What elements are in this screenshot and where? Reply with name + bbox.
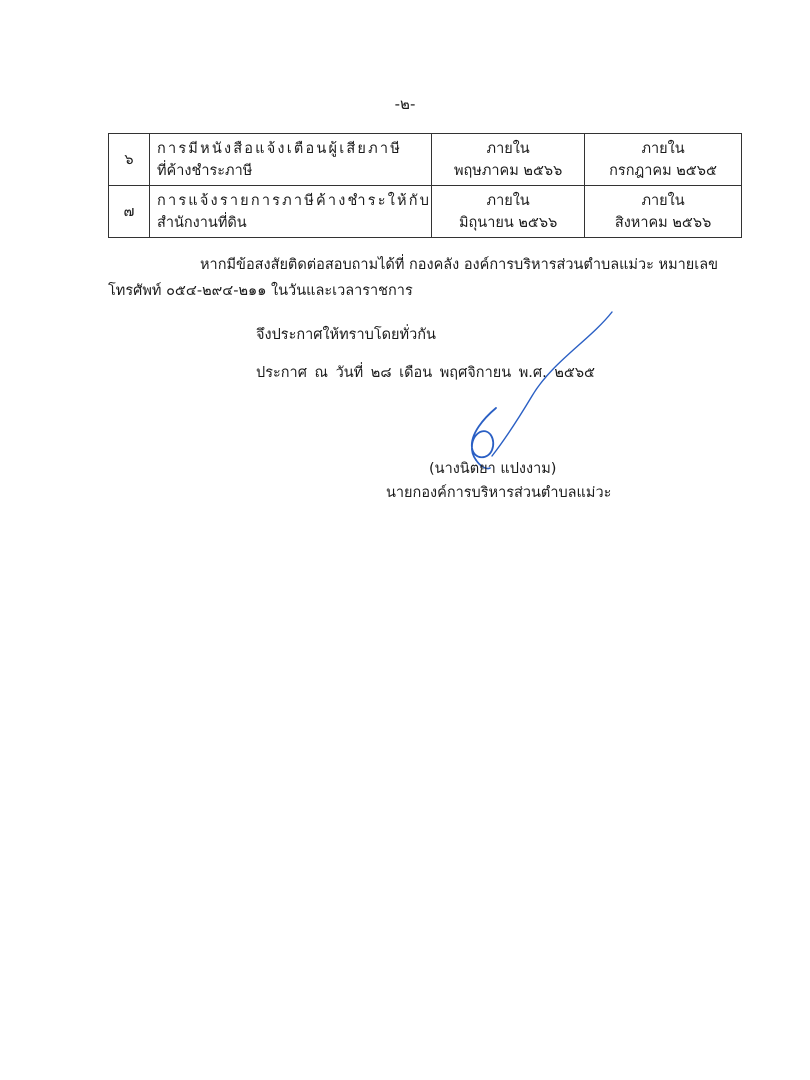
announcement-date: ประกาศ ณ วันที่ ๒๘ เดือน พฤศจิกายน พ.ศ. ๒๕๖๕ [256, 365, 596, 381]
signer-name: (นางนิตยา แปงงาม) [429, 461, 557, 477]
description-line: สำนักงานที่ดิน [157, 214, 247, 231]
announcement-text: จึงประกาศให้ทราบโดยทั่วกัน [256, 327, 436, 343]
table-row [109, 134, 742, 186]
description-line: การแจ้งรายการภาษีค้างชำระให้กับ [157, 192, 432, 209]
row-deadline-alt [585, 134, 742, 186]
deadline-month: กรกฎาคม ๒๕๖๕ [609, 162, 717, 179]
schedule-table [108, 133, 742, 238]
row-deadline-2566 [432, 186, 585, 238]
row-number: ๗ [109, 186, 150, 238]
row-deadline-2566 [432, 134, 585, 186]
signer-title: นายกองค์การบริหารส่วนตำบลแม่วะ [386, 485, 612, 501]
deadline-month: มิถุนายน ๒๕๖๖ [458, 214, 558, 231]
deadline-label: ภายใน [641, 192, 685, 209]
table-row [109, 186, 742, 238]
signature-icon [440, 300, 630, 480]
deadline-month: สิงหาคม ๒๕๖๖ [614, 214, 712, 231]
deadline-month: พฤษภาคม ๒๕๖๖ [453, 162, 563, 179]
description-line: การมีหนังสือแจ้งเตือนผู้เสียภาษี [157, 140, 402, 157]
row-description [150, 134, 432, 186]
page-number: -๒- [394, 95, 416, 113]
deadline-label: ภายใน [486, 192, 530, 209]
description-line: ที่ค้างชำระภาษี [157, 162, 253, 179]
deadline-label: ภายใน [641, 140, 685, 157]
row-number: ๖ [109, 134, 150, 186]
contact-text: หากมีข้อสงสัยติดต่อสอบถามได้ที่ กองคลัง องค์การบริหารส่วนตำบลแม่วะ หมายเลข [200, 257, 719, 273]
contact-phone-text: โทรศัพท์ ๐๕๔-๒๙๔-๒๑๑ ในวันและเวลาราชการ [108, 283, 413, 299]
row-deadline-alt [585, 186, 742, 238]
deadline-label: ภายใน [486, 140, 530, 157]
row-description [150, 186, 432, 238]
